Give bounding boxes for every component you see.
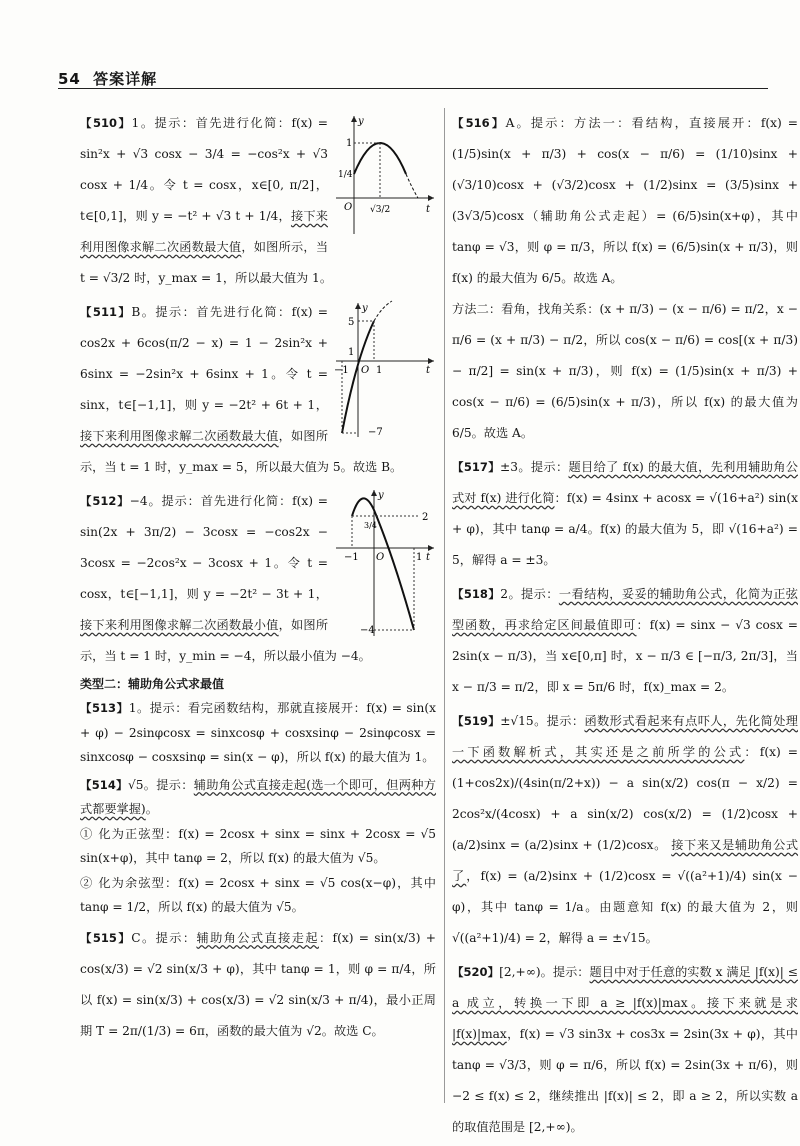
- header-rule: [58, 88, 768, 89]
- underlined-text: 函数形式看起来有点吓人，先化简处理一下函数解析式，其实还是之前所学的公式: [452, 714, 798, 759]
- underlined-text: 题目给了 f(x) 的最大值，先利用辅助角公式对 f(x) 进行化简: [452, 460, 798, 505]
- answer-510: [80, 108, 436, 294]
- underlined-text: 辅助角公式直接走起(选一个即可，但两种方式都要掌握): [80, 777, 436, 816]
- answer-text: −4。提示：首先进行化简：f(x) = sin(2x + 3π/2) − 3cosx = −cos2x − 3cosx = −2cos²x − 3cosx + 1。令 t = cosx，t∈[−1,1]，则 y = −2t² − 3t + 1，: [80, 494, 328, 601]
- answer-text: √5。提示：: [127, 777, 194, 792]
- tick-label: −1: [344, 552, 359, 563]
- answer-text: ，如图所示，当 t = √3/2 时，y_max = 1，所以最大值为 1。: [80, 240, 333, 285]
- graph-512: [334, 488, 438, 638]
- tick-label: −4: [360, 625, 375, 636]
- answer-text: ±√15。提示：: [500, 714, 585, 728]
- answer-518: [452, 579, 798, 703]
- answer-text: ：f(x) = (1+cos2x)/(4sin(π/2+x)) − a sin(x/2) cos(π − x/2) = 2cos²x/(4cosx) + a sin(x/2) cos(x/2) = (1/2)cosx + (a/2)sinx = (a/2)sinx + (1/2)cosx。: [452, 745, 798, 852]
- answer-516: [452, 108, 798, 449]
- answer-text: ：f(x) = sinx − √3 cosx = 2sin(x − π/3)，当 x∈[0,π] 时，x − π/3 ∈ [−π/3, 2π/3]，当 x − π/3 = π/2，即 x = 5π/6 时，f(x)_max = 2。: [452, 618, 798, 694]
- tick-label: t: [426, 552, 431, 563]
- page-title: 答案详解: [93, 70, 158, 88]
- tick-label: 1: [416, 552, 423, 563]
- tick-label: 1: [348, 347, 355, 358]
- answer-number: 【516】: [452, 116, 506, 130]
- answer-number: 【510】: [80, 116, 132, 130]
- section-heading: 类型二：辅助角公式求最值: [80, 677, 225, 691]
- graph-510: [334, 110, 438, 238]
- method-two: 方法二：看角，找角关系：(x + π/3) − (x − π/6) = π/2，x − π/6 = (x + π/3) − π/2，所以 cos(x − π/6) = cos[(x + π/3) − π/2] = sin(x + π/3)，则 f(x) = (1/5)sin(x + π/3) + cos(x − π/6) = (6/5)sin(x + π/3)，所以 f(x) 的最大值为 6/5。故选 A。: [452, 302, 798, 440]
- answer-text: ，如图所示，当 t = 1 时，y_max = 5，所以最大值为 5。故选 B。: [80, 429, 403, 474]
- underlined-text: 接下来利用图像求解二次函数最大值: [80, 429, 279, 443]
- answer-number: 【518】: [452, 587, 501, 601]
- left-column: [80, 108, 436, 1050]
- answer-number: 【520】: [452, 965, 500, 979]
- page-header: [58, 68, 157, 89]
- graph-511: [334, 299, 438, 439]
- answer-text: C。提示：: [131, 930, 197, 945]
- tick-label: 1: [394, 560, 395, 561]
- answer-number: 【512】: [80, 494, 130, 508]
- answer-520: [452, 957, 798, 1143]
- answer-text: ：f(x) = sin(x/3) + cos(x/3) = √2 sin(x/3 + φ)，其中 tanφ = 1，则 φ = π/4，所以 f(x) = sin(x/3) + cos(x/3) = √2 sin(x/3 + π/4)，最小正周期 T = 2π/(1/3) = 6π，函数的最大值为 √2。故选 C。: [80, 930, 437, 1038]
- column-divider: [444, 108, 445, 1103]
- tick-label: 1: [376, 365, 383, 376]
- answer-text: A。提示：方法一：看结构，直接展开：f(x) = (1/5)sin(x + π/3) + cos(x − π/6) = (1/10)sinx + (√3/10)cosx + (√3/2)cosx + (1/2)sinx = (3/5)sinx + (3√3/5)cosx（辅助角公式走起）= (6/5)sin(x+φ)，其中 tanφ = √3，则 φ = π/3，所以 f(x) = (6/5)sin(x + π/3)，则 f(x) 的最大值为 6/5。故选 A。: [452, 116, 798, 285]
- answer-number: 【519】: [452, 714, 501, 728]
- answer-case-2: ② 化为余弦型：f(x) = 2cosx + sinx = √5 cos(x−φ)，其中 tanφ = 1/2，所以 f(x) 的最大值为 √5。: [80, 875, 436, 914]
- answer-text: [2,+∞)。提示：: [499, 965, 590, 979]
- underlined-text: 接下来利用图像求解二次函数最大值: [80, 209, 328, 254]
- tick-label: 1/4: [338, 170, 353, 180]
- answer-case-1: ① 化为正弦型：f(x) = 2cosx + sinx = sinx + 2cosx = √5 sin(x+φ)，其中 tanφ = 2，所以 f(x) 的最大值为 √5。: [80, 826, 436, 865]
- answer-number: 【513】: [80, 701, 129, 715]
- underlined-text: 一看结构，妥妥的辅助角公式，化简为正弦型函数，再求给定区间最值即可: [452, 587, 798, 632]
- right-column: [452, 108, 798, 1146]
- tick-label: √3/2: [370, 205, 391, 215]
- answer-number: 【517】: [452, 460, 501, 474]
- answer-text: ，f(x) = √3 sin3x + cos3x = 2sin(3x + φ)，其中 tanφ = √3/3，则 φ = π/6，所以 f(x) = 2sin(3x + π/6)，则 −2 ≤ f(x) ≤ 2，继续推出 |f(x)| ≤ 2，即 a ≥ 2，所以实数 a 的取值范围是 [2,+∞)。: [452, 1027, 798, 1134]
- answer-text: 2。提示：: [500, 587, 559, 601]
- answer-519: [452, 706, 798, 954]
- answer-text: ，如图所示，当 t = 1 时，y_min = −4，所以最小值为 −4。: [80, 618, 371, 663]
- tick-label: O: [376, 552, 385, 563]
- answer-511: [80, 297, 436, 483]
- tick-label: 1: [346, 138, 353, 149]
- answer-number: 【514】: [80, 777, 128, 792]
- answer-text: ：f(x) = 4sinx + acosx = √(16+a²) sin(x + φ)，其中 tanφ = a/4。f(x) 的最大值为 5，即 √(16+a²) = 5，解得 a = ±3。: [452, 491, 798, 567]
- tick-label: −1: [334, 365, 349, 376]
- answer-text: ，f(x) = (a/2)sinx + (1/2)cosx = √((a²+1)/4) sin(x − φ)，其中 tanφ = 1/a。由题意知 f(x) 的最大值为 2，则 √((a²+1)/4) = 2，解得 a = ±√15。: [452, 869, 798, 945]
- tick-label: −7: [368, 427, 383, 438]
- tick-label: t: [426, 365, 431, 376]
- answer-text: 1。提示：首先进行化简：f(x) = sin²x + √3 cosx − 3/4 = −cos²x + √3 cosx + 1/4。令 t = cosx，x∈[0, π/2]，t∈[0,1]，则 y = −t² + √3 t + 1/4，: [80, 116, 328, 223]
- tick-label: y: [358, 116, 364, 127]
- tick-label: 5: [348, 317, 355, 328]
- tick-label: O: [361, 365, 370, 376]
- tick-label: 2: [422, 512, 429, 523]
- tick-label: y: [362, 303, 368, 314]
- answer-text: 1。提示：看完函数结构，那就直接展开：f(x) = sin(x + φ) − 2sinφcosx = sinxcosφ + cosxsinφ − 2sinφcosx = sinxcosφ − cosxsinφ = sin(x − φ)，所以 f(x) 的最大值为 1。: [80, 701, 436, 764]
- answer-text: B。提示：首先进行化简：f(x) = cos2x + 6cos(π/2 − x) = 1 − 2sin²x + 6sinx = −2sin²x + 6sinx + 1。令 t = sinx，t∈[−1,1]，则 y = −2t² + 6t + 1，: [80, 305, 329, 412]
- underlined-text: 接下来利用图像求解二次函数最小值: [80, 618, 279, 632]
- answer-number: 【515】: [80, 930, 132, 945]
- answer-number: 【511】: [80, 305, 132, 319]
- answer-text: ±3。提示：: [500, 460, 569, 474]
- underlined-text: 接下来又是辅助角公式了: [452, 838, 799, 883]
- answer-515: [80, 923, 436, 1047]
- page-number: 54: [58, 70, 81, 88]
- answer-512: [80, 486, 436, 672]
- answer-517: [452, 452, 798, 576]
- tick-label: t: [426, 204, 431, 215]
- tick-label: y: [378, 490, 384, 501]
- tick-label: O: [344, 202, 353, 213]
- answer-text: 。: [145, 802, 158, 816]
- underlined-text: 辅助角公式直接走起: [196, 930, 319, 945]
- tick-label: 3/4: [364, 521, 377, 530]
- answer-514: [80, 773, 436, 920]
- answer-513: [80, 696, 436, 770]
- underlined-text: 题目中对于任意的实数 x 满足 |f(x)| ≤ a 成立，转换一下即 a ≥ |f(x)|max。接下来就是求 |f(x)|max: [452, 965, 798, 1041]
